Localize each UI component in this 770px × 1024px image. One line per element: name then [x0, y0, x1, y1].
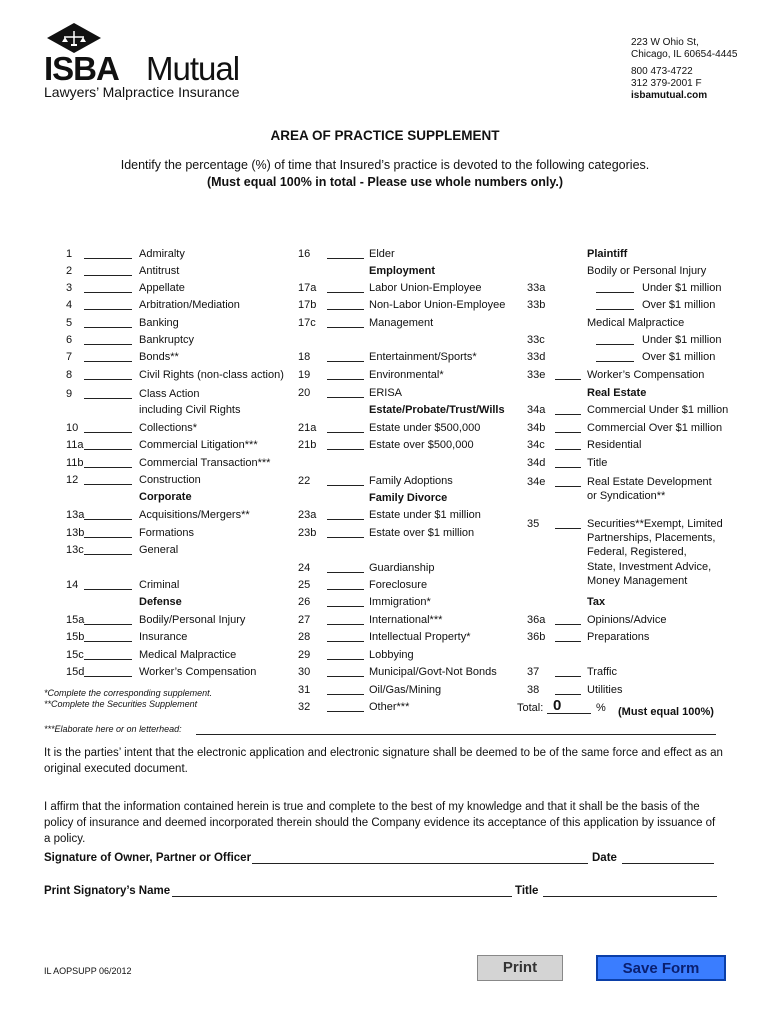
footnote-1: *Complete the corresponding supplement.: [44, 688, 213, 698]
date-field[interactable]: [622, 863, 714, 864]
phone: 800 473-4722: [631, 66, 693, 77]
practice-area-label: Under $1 million: [642, 282, 722, 294]
percent-input[interactable]: [84, 589, 132, 590]
item-number: 21a: [298, 422, 317, 434]
practice-area-label: State, Investment Advice,: [587, 561, 712, 573]
item-number: 23a: [298, 509, 317, 521]
practice-area-label: Preparations: [587, 631, 650, 643]
practice-area-label: Bodily or Personal Injury: [587, 265, 707, 277]
percent-input[interactable]: [84, 432, 132, 433]
brand-tagline: Lawyers’ Malpractice Insurance: [44, 84, 240, 100]
percent-input[interactable]: [555, 449, 581, 450]
title-label: Title: [515, 885, 539, 897]
percent-input[interactable]: [327, 659, 364, 660]
percent-input[interactable]: [327, 258, 364, 259]
practice-area-label: Bonds**: [139, 351, 179, 363]
item-number: 26: [298, 596, 311, 608]
item-number: 17b: [298, 299, 317, 311]
date-label: Date: [592, 852, 617, 864]
percent-input[interactable]: [84, 292, 132, 293]
percent-input[interactable]: [84, 484, 132, 485]
practice-area-label: including Civil Rights: [139, 404, 241, 416]
item-number: 5: [66, 317, 73, 329]
category-heading: Corporate: [139, 491, 192, 503]
practice-area-label: Formations: [139, 527, 195, 539]
percent-input[interactable]: [327, 485, 364, 486]
percent-input[interactable]: [327, 624, 364, 625]
address-line-1: 223 W Ohio St,: [631, 37, 699, 48]
percent-input[interactable]: [555, 486, 581, 487]
category-heading: Plaintiff: [587, 248, 628, 260]
percent-input[interactable]: [327, 519, 364, 520]
practice-area-label: Money Management: [587, 575, 688, 587]
item-number: 15c: [66, 649, 84, 661]
percent-input[interactable]: [327, 327, 364, 328]
item-number: 13b: [66, 527, 85, 539]
item-number: 31: [298, 684, 311, 696]
percent-input[interactable]: [596, 292, 634, 293]
percent-input[interactable]: [327, 711, 364, 712]
percent-input[interactable]: [596, 361, 634, 362]
item-number: 33d: [527, 351, 546, 363]
practice-area-label: Commercial Over $1 million: [587, 422, 723, 434]
category-heading: Real Estate: [587, 387, 647, 399]
item-number: 19: [298, 369, 311, 381]
practice-area-label: Utilities: [587, 684, 623, 696]
item-number: 15a: [66, 614, 85, 626]
item-number: 30: [298, 666, 311, 678]
item-number: 34a: [527, 404, 546, 416]
item-number: 32: [298, 701, 311, 713]
item-number: 34d: [527, 457, 546, 469]
percent-input[interactable]: [555, 676, 581, 677]
percent-input[interactable]: [555, 528, 581, 529]
item-number: 13a: [66, 509, 85, 521]
practice-area-label: Estate under $500,000: [369, 422, 481, 434]
brand-name: ISBA: [44, 50, 119, 87]
practice-area-label: Under $1 million: [642, 334, 722, 346]
total-label: Total:: [517, 702, 544, 714]
item-number: 18: [298, 351, 311, 363]
percent-input[interactable]: [327, 572, 364, 573]
item-number: 34e: [527, 476, 546, 488]
practice-area-label: Lobbying: [369, 649, 414, 661]
practice-area-label: Medical Malpractice: [587, 317, 685, 329]
practice-area-label: Banking: [139, 317, 179, 329]
footnote-3: ***Elaborate here or on letterhead:: [44, 724, 182, 734]
category-heading: Defense: [139, 596, 182, 608]
practice-area-label: Opinions/Advice: [587, 614, 667, 626]
affirmation-statement: I affirm that the information contained herein is true and complete to the best of my knowledge and that it shall be the basis of the policy of insurance and deemed incorporated therein should the Company evidence its acceptance of this application by issuance of a policy.: [44, 801, 716, 845]
practice-area-label: Construction: [139, 474, 201, 486]
item-number: 22: [298, 475, 311, 487]
item-number: 23b: [298, 527, 317, 539]
item-number: 28: [298, 631, 311, 643]
percent-input[interactable]: [327, 309, 364, 310]
practice-area-label: Real Estate Development: [587, 476, 712, 488]
practice-area-label: Medical Malpractice: [139, 649, 237, 661]
practice-area-label: Insurance: [139, 631, 188, 643]
practice-area-label: Commercial Litigation***: [139, 439, 258, 451]
item-number: 2: [66, 265, 73, 277]
item-number: 17a: [298, 282, 317, 294]
total-percent-sign: %: [596, 702, 606, 714]
percent-input[interactable]: [84, 327, 132, 328]
percent-input[interactable]: [555, 432, 581, 433]
category-heading: Employment: [369, 265, 436, 277]
practice-area-label: Arbitration/Mediation: [139, 299, 240, 311]
item-number: 36b: [527, 631, 546, 643]
practice-area-label: Intellectual Property*: [369, 631, 471, 643]
percent-input[interactable]: [84, 309, 132, 310]
percent-input[interactable]: [327, 641, 364, 642]
total-note: (Must equal 100%): [618, 706, 714, 718]
practice-area-label: Commercial Under $1 million: [587, 404, 729, 416]
practice-area-label: or Syndication**: [587, 490, 666, 502]
item-number: 1: [66, 248, 73, 260]
item-number: 27: [298, 614, 311, 626]
practice-area-label: Other***: [369, 701, 410, 713]
practice-area-label: Collections*: [139, 422, 198, 434]
percent-input[interactable]: [327, 676, 364, 677]
signature-field[interactable]: [252, 863, 588, 864]
item-number: 3: [66, 282, 73, 294]
percent-input[interactable]: [327, 397, 364, 398]
practice-area-label: Commercial Transaction***: [139, 457, 271, 469]
practice-area-label: Immigration*: [369, 596, 431, 608]
percent-input[interactable]: [84, 379, 132, 380]
item-number: 33b: [527, 299, 546, 311]
percent-input[interactable]: [84, 398, 132, 399]
percent-input[interactable]: [327, 379, 364, 380]
category-heading: Tax: [587, 596, 606, 608]
percent-input[interactable]: [555, 694, 581, 695]
item-number: 33e: [527, 369, 546, 381]
practice-area-label: Acquisitions/Mergers**: [139, 509, 250, 521]
item-number: 34c: [527, 439, 545, 451]
item-number: 13c: [66, 544, 84, 556]
website: isbamutual.com: [631, 90, 708, 101]
item-number: 12: [66, 474, 79, 486]
practice-area-label: General: [139, 544, 179, 556]
percent-input[interactable]: [327, 589, 364, 590]
print-name-label: Print Signatory’s Name: [44, 885, 171, 897]
percent-input[interactable]: [84, 659, 132, 660]
practice-area-label: Traffic: [587, 666, 617, 678]
practice-area-label: Guardianship: [369, 562, 435, 574]
practice-area-label: Elder: [369, 248, 395, 260]
item-number: 33a: [527, 282, 546, 294]
item-number: 29: [298, 649, 311, 661]
address-line-2: Chicago, IL 60654-4445: [631, 49, 738, 60]
practice-area-label: Environmental*: [369, 369, 444, 381]
percent-input[interactable]: [327, 694, 364, 695]
practice-area-label: Admiralty: [139, 248, 185, 260]
practice-area-label: Estate over $1 million: [369, 527, 475, 539]
form-instruction: Identify the percentage (%) of time that Insured’s practice is devoted to the following categories.: [120, 158, 650, 172]
percent-input[interactable]: [84, 519, 132, 520]
percent-input[interactable]: [84, 624, 132, 625]
item-number: 37: [527, 666, 540, 678]
percent-input[interactable]: [84, 676, 132, 677]
percent-input[interactable]: [327, 292, 364, 293]
item-number: 11b: [66, 457, 84, 469]
item-number: 15d: [66, 666, 85, 678]
percent-input[interactable]: [84, 275, 132, 276]
item-number: 14: [66, 579, 79, 591]
form-title: AREA OF PRACTICE SUPPLEMENT: [270, 128, 500, 143]
practice-area-label: Residential: [587, 439, 642, 451]
item-number: 33c: [527, 334, 545, 346]
footnote-2: **Complete the Securities Supplement: [44, 699, 198, 709]
percent-input[interactable]: [555, 414, 581, 415]
practice-area-label: Estate over $500,000: [369, 439, 474, 451]
practice-area-label: Civil Rights (non-class action): [139, 369, 284, 381]
brand-name-suffix: Mutual: [146, 50, 240, 87]
item-number: 21b: [298, 439, 317, 451]
elaborate-field[interactable]: [196, 734, 716, 735]
practice-area-label: Federal, Registered,: [587, 546, 687, 558]
practice-area-label: Municipal/Govt-Not Bonds: [369, 666, 497, 678]
percent-input[interactable]: [555, 624, 581, 625]
form-code: IL AOPSUPP 06/2012: [44, 966, 132, 976]
signature-label: Signature of Owner, Partner or Officer: [44, 852, 252, 864]
practice-area-label: Class Action: [139, 388, 200, 400]
item-number: 6: [66, 334, 73, 346]
percent-input[interactable]: [555, 379, 581, 380]
print-name-field[interactable]: [172, 896, 512, 897]
item-number: 38: [527, 684, 540, 696]
percent-input[interactable]: [327, 449, 364, 450]
practice-area-label: ERISA: [369, 387, 403, 399]
practice-area-label: Foreclosure: [369, 579, 428, 591]
practice-area-label: Criminal: [139, 579, 180, 591]
item-number: 10: [66, 422, 79, 434]
practice-area-label: International***: [369, 614, 443, 626]
practice-area-label: Non-Labor Union-Employee: [369, 299, 506, 311]
item-number: 17c: [298, 317, 316, 329]
practice-area-label: Securities**Exempt, Limited: [587, 518, 723, 530]
practice-area-label: Partnerships, Placements,: [587, 532, 716, 544]
item-number: 20: [298, 387, 311, 399]
item-number: 16: [298, 248, 311, 260]
practice-area-label: Title: [587, 457, 608, 469]
percent-input[interactable]: [84, 554, 132, 555]
percent-input[interactable]: [84, 537, 132, 538]
esignature-statement: It is the parties’ intent that the electronic application and electronic signature shall be deemed to be of the same force and effect as an original executed document.: [44, 747, 723, 775]
practice-area-label: Oil/Gas/Mining: [369, 684, 442, 696]
percent-input[interactable]: [84, 449, 132, 450]
practice-area-label: Family Adoptions: [369, 475, 453, 487]
item-number: 25: [298, 579, 311, 591]
practice-area-label: Worker’s Compensation: [587, 369, 705, 381]
practice-area-label: Labor Union-Employee: [369, 282, 482, 294]
percent-input[interactable]: [327, 537, 364, 538]
item-number: 24: [298, 562, 311, 574]
item-number: 7: [66, 351, 73, 363]
percent-input[interactable]: [596, 344, 634, 345]
practice-area-label: Management: [369, 317, 434, 329]
item-number: 9: [66, 388, 73, 400]
save-form-button[interactable]: Save Form: [596, 955, 726, 981]
item-number: 15b: [66, 631, 85, 643]
print-button[interactable]: Print: [477, 955, 563, 981]
category-heading: Estate/Probate/Trust/Wills: [369, 404, 505, 416]
item-number: 8: [66, 369, 73, 381]
title-field[interactable]: [543, 896, 717, 897]
practice-area-label: Over $1 million: [642, 299, 716, 311]
fax: 312 379-2001 F: [631, 78, 702, 89]
percent-input[interactable]: [327, 361, 364, 362]
practice-area-label: Worker’s Compensation: [139, 666, 257, 678]
percent-input[interactable]: [84, 641, 132, 642]
percent-input[interactable]: [84, 258, 132, 259]
item-number: 35: [527, 518, 540, 530]
percent-input[interactable]: [84, 361, 132, 362]
percent-input[interactable]: [84, 467, 132, 468]
item-number: 34b: [527, 422, 546, 434]
practice-area-label: Appellate: [139, 282, 185, 294]
practice-area-label: Over $1 million: [642, 351, 716, 363]
form-instruction-bold: (Must equal 100% in total - Please use whole numbers only.): [206, 175, 564, 189]
category-heading: Family Divorce: [369, 492, 448, 504]
practice-area-label: Estate under $1 million: [369, 509, 481, 521]
practice-area-label: Bodily/Personal Injury: [139, 614, 246, 626]
practice-area-label: Bankruptcy: [139, 334, 195, 346]
percent-input[interactable]: [555, 641, 581, 642]
total-percent-field[interactable]: 0: [547, 697, 591, 714]
percent-input[interactable]: [555, 467, 581, 468]
practice-area-label: Entertainment/Sports*: [369, 351, 477, 363]
percent-input[interactable]: [327, 606, 364, 607]
percent-input[interactable]: [596, 309, 634, 310]
item-number: 4: [66, 299, 73, 311]
item-number: 11a: [66, 439, 84, 451]
percent-input[interactable]: [327, 432, 364, 433]
practice-area-label: Antitrust: [139, 265, 180, 277]
percent-input[interactable]: [84, 344, 132, 345]
item-number: 36a: [527, 614, 546, 626]
